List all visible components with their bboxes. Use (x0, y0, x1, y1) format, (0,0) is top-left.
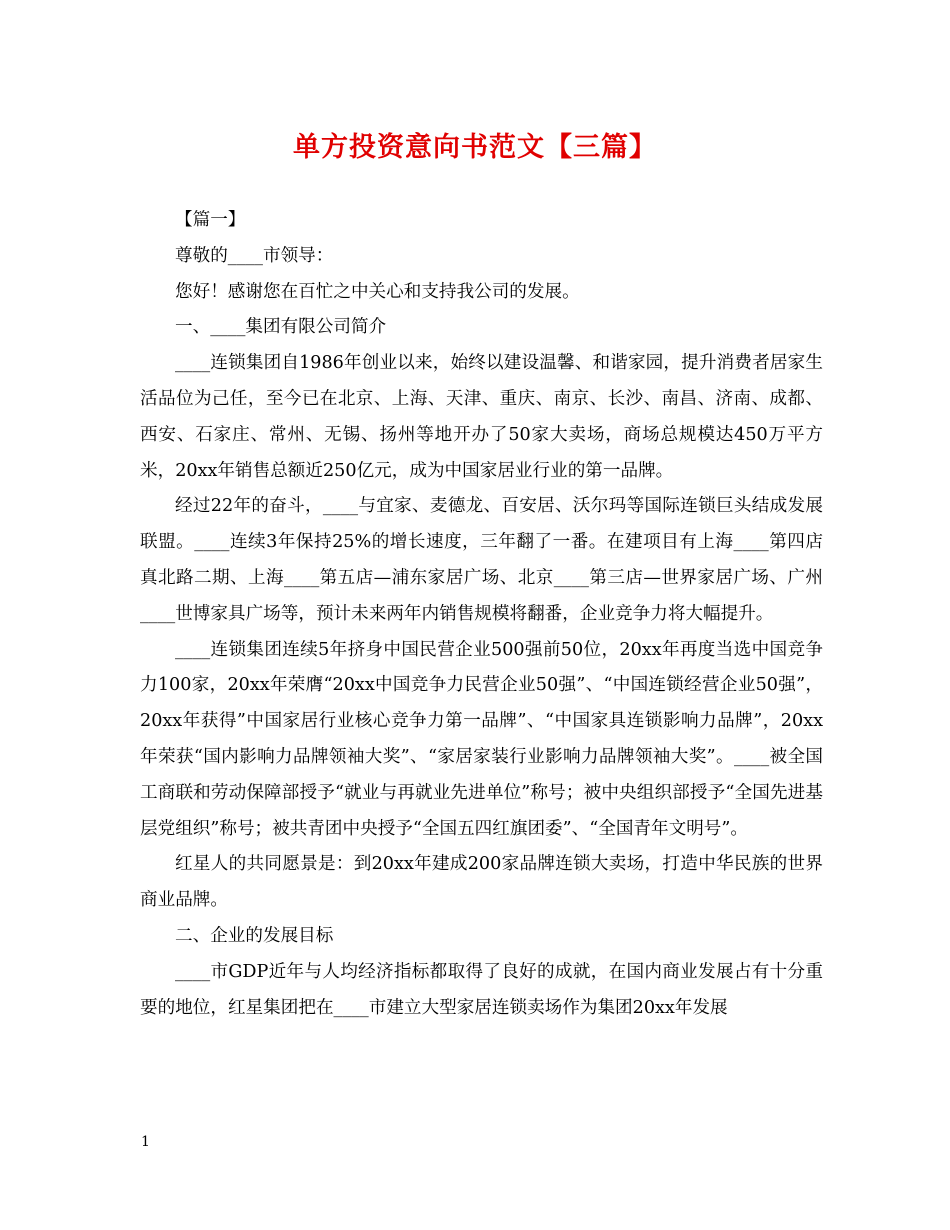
salutation: 尊敬的____市领导： (175, 245, 334, 266)
section-heading-company-intro: 一、____集团有限公司简介 (175, 317, 387, 338)
body-paragraph: ____连锁集团连续5年挤身中国民营企业500强前50位，20xx年再度当选中国竞争力100家，20xx年荣膺“20xx中国竞争力民营企业50强”、“中国连锁经营企业50强”，20xx年获得”中国家居行业核心竞争力第一品牌”、“中国家具连锁影响力品牌”，20xx年荣获“国内影响力品牌领袖大奖”、“家居家装行业影响力品牌领袖大奖”。____被全国工商联和劳动保障部授予“就业与再就业先进单位”称号；被中央组织部授予“全国先进基层党组织”称号；被共青团中央授予“全国五四红旗团委”、“全国青年文明号”。 (140, 639, 823, 839)
body-paragraph: ____市GDP近年与人均经济指标都取得了良好的成就，在国内商业发展占有十分重要的地位，红星集团把在____市建立大型家居连锁卖场作为集团20xx年发展 (140, 961, 823, 1018)
section-heading-development-goals: 二、企业的发展目标 (175, 925, 334, 946)
section-heading-part-one: 【篇一】 (175, 210, 246, 230)
document-body (140, 203, 823, 1026)
document-title: 单方投资意向书范文【三篇】 (293, 132, 657, 163)
body-paragraph: 红星人的共同愿景是：到20xx年建成200家品牌连锁大卖场，打造中华民族的世界商业品牌。 (140, 854, 823, 911)
body-paragraph: ____连锁集团自1986年创业以来，始终以建设温馨、和谐家园，提升消费者居家生活品位为己任，至今已在北京、上海、天津、重庆、南京、长沙、南昌、济南、成都、西安、石家庄、常州、无锡、扬州等地开办了50家大卖场，商场总规模达450万平方米，20xx年销售总额近250亿元，成为中国家居业行业的第一品牌。 (140, 353, 823, 481)
page-number: 1 (141, 1134, 150, 1150)
greeting-paragraph: 您好！感谢您在百忙之中关心和支持我公司的发展。 (175, 281, 580, 302)
body-paragraph: 经过22年的奋斗，____与宜家、麦德龙、百安居、沃尔玛等国际连锁巨头结成发展联盟。____连续3年保持25%的增长速度，三年翻了一番。在建项目有上海____第四店真北路二期、上海____第五店—浦东家居广场、北京____第三店—世界家居广场、广州____世博家具广场等，预计未来两年内销售规模将翻番，企业竞争力将大幅提升。 (140, 496, 823, 624)
